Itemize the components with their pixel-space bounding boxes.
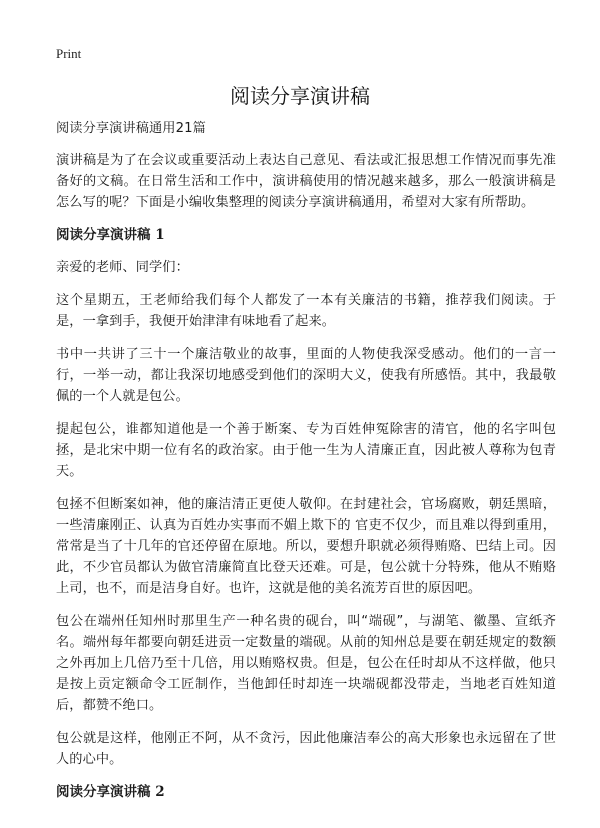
salutation-paragraph: 亲爱的老师、同学们： — [56, 260, 189, 275]
body-paragraph-6: 包公就是这样，他刚正不阿，从不贪污，因此他廉洁奉公的高大形象也永远留在了世人的心中。 — [56, 731, 556, 767]
body-paragraph-4: 包拯不但断案如神，他的廉洁清正更使人敬仰。在封建社会，官场腐败，朝廷黑暗，一些清廉刚正、认真为百姓办实事而不媚上欺下的 官吏不仅少，而且难以得到重用，常常是当了十几年的官还停留在原地。所以，要想升职就必须得贿赂、巴结上司。因此，不少官员都认为做官清廉简直比登天还难。可是，包公就十分特殊，他从不贿赂上司，也不，而是洁身自好。也许，这就是他的美名流芳百世的原因吧。 — [56, 497, 556, 596]
intro-paragraph: 演讲稿是为了在会议或重要活动上表达自己意见、看法或汇报思想工作情况而事先准备好的文稿。在日常生活和工作中，演讲稿使用的情况越来越多，那么一般演讲稿是怎么写的呢？下面是小编收集整理的阅读分享演讲稿通用，希望对大家有所帮助。 — [56, 153, 556, 210]
section-heading-2: 阅读分享演讲稿 2 — [56, 784, 165, 800]
article-subtitle: 阅读分享演讲稿通用21篇 — [56, 121, 206, 136]
article-body — [56, 118, 556, 814]
body-paragraph-1: 这个星期五，王老师给我们每个人都发了一本有关廉洁的书籍，推荐我们阅读。于是，一拿到手，我便开始津津有味地看了起来。 — [56, 293, 556, 329]
page-title: 阅读分享演讲稿 — [230, 84, 370, 108]
body-paragraph-3: 提起包公，谁都知道他是一个善于断案、专为百姓伸冤除害的清官，他的名字叫包拯，是北宋中期一位有名的政治家。由于他一生为人清廉正直，因此被人尊称为包青天。 — [56, 422, 556, 479]
body-paragraph-5: 包公在端州任知州时那里生产一种名贵的砚台，叫“端砚”，与湖笔、徽墨、宣纸齐名。端州每年都要向朝廷进贡一定数量的端砚。从前的知州总是要在朝廷规定的数额之外再加上几倍乃至十几倍，用以贿赂权贵。但是，包公在任时却从不这样做，他只是按上贡定额命令工匠制作，当他卸任时却连一块端砚都没带走，当地老百姓知道后，都赞不绝口。 — [56, 614, 556, 713]
print-link[interactable]: Print — [56, 46, 82, 61]
body-paragraph-2: 书中一共讲了三十一个廉洁敬业的故事，里面的人物使我深受感动。他们的一言一行，一举一动，都让我深切地感受到他们的深明大义，使我有所感悟。其中，我最敬佩的一个人就是包公。 — [56, 347, 556, 404]
section-heading-1: 阅读分享演讲稿 1 — [56, 227, 165, 243]
